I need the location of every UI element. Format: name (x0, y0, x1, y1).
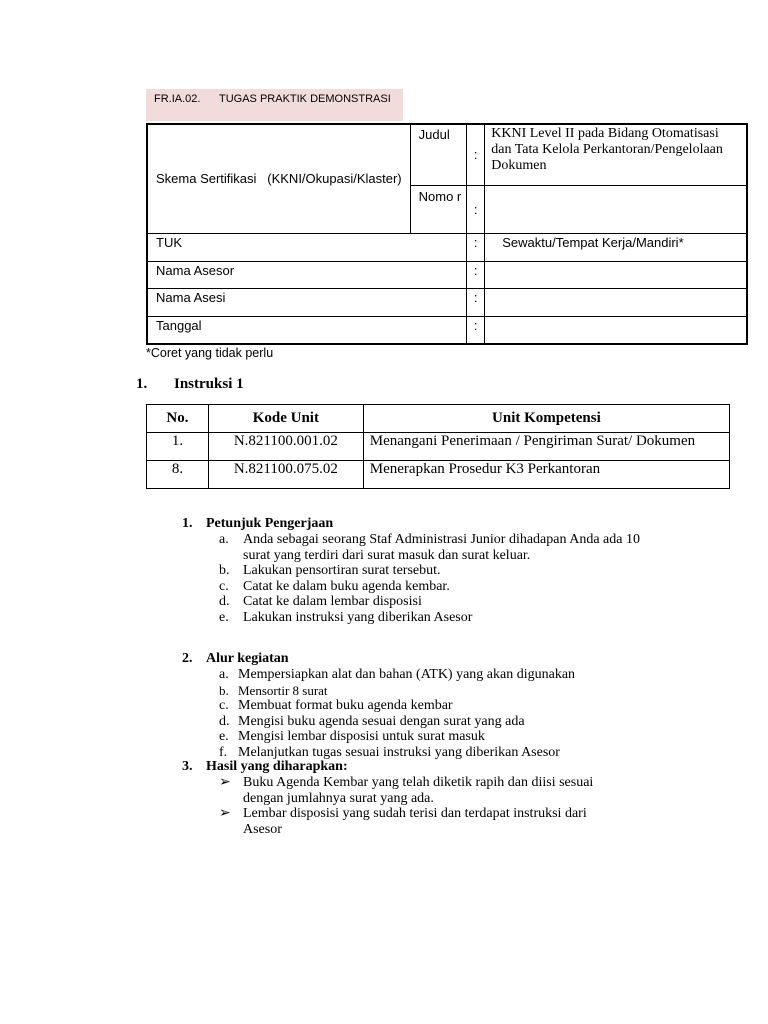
unit-no: 8. (147, 461, 209, 489)
hasil-list (219, 775, 662, 837)
colon: : (467, 185, 485, 233)
bullet-arrow-icon: ➢ (219, 775, 231, 790)
item-text: Mengisi buku agenda sesuai dengan surat yang ada (238, 713, 525, 729)
hasil-section (182, 759, 662, 837)
unit-kode: N.821100.075.02 (208, 461, 363, 489)
table-row (147, 433, 730, 461)
unit-kompetensi: Menerapkan Prosedur K3 Perkantoran (363, 461, 729, 489)
list-item (219, 667, 662, 683)
item-text: Melanjutkan tugas sesuai instruksi yang diberikan Asesor (238, 744, 560, 760)
item-label: b. (219, 682, 229, 698)
item-text: Buku Agenda Kembar yang telah diketik rapih dan diisi sesuai dengan jumlahnya surat yang ada. (243, 775, 594, 806)
item-label: c. (219, 578, 229, 594)
instruction-number: 1. (136, 376, 148, 392)
petunjuk-list (219, 532, 662, 625)
list-item (219, 532, 653, 563)
petunjuk-heading (182, 516, 662, 532)
asesor-label: Nama Asesor (147, 261, 467, 288)
judul-label: Judul (418, 127, 450, 142)
header-table (146, 123, 748, 345)
colon: : (467, 124, 485, 185)
item-label: a. (219, 667, 229, 682)
item-text: Lakukan instruksi yang diberikan Asesor (243, 609, 473, 625)
item-label: d. (219, 594, 230, 609)
item-text: Mengisi lembar disposisi untuk surat masuk (238, 729, 485, 744)
list-item (219, 775, 603, 806)
item-label: d. (219, 713, 230, 729)
item-text: Mempersiapkan alat dan bahan (ATK) yang akan digunakan (238, 667, 576, 682)
unit-header-kompetensi: Unit Kompetensi (363, 405, 729, 433)
colon: : (467, 261, 485, 288)
petunjuk-title: Petunjuk Pengerjaan (206, 516, 334, 531)
colon: : (467, 316, 485, 344)
item-label: e. (219, 609, 229, 625)
hasil-heading (182, 759, 662, 775)
list-item (219, 745, 662, 761)
tanggal-label: Tanggal (147, 316, 467, 344)
tuk-label: TUK (147, 233, 467, 261)
unit-no: 1. (147, 433, 209, 461)
alur-heading (182, 651, 662, 667)
list-item (219, 698, 662, 714)
list-item (219, 563, 662, 579)
asesi-value (485, 288, 747, 316)
unit-kode: N.821100.001.02 (208, 433, 363, 461)
item-label: b. (219, 563, 230, 578)
unit-table (146, 404, 730, 489)
hasil-title: Hasil yang diharapkan: (206, 759, 348, 774)
alur-section (182, 651, 662, 760)
list-item (219, 806, 603, 837)
form-code-banner (146, 89, 403, 121)
alur-title: Alur kegiatan (206, 651, 289, 666)
item-text: Mensortir 8 surat (238, 682, 328, 698)
item-text: Anda sebagai seorang Staf Administrasi Junior dihadapan Anda ada 10 surat yang terdiri dari surat masuk dan surat keluar. (243, 532, 640, 563)
item-text: Membuat format buku agenda kembar (238, 698, 453, 713)
form-code: FR.IA.02. (154, 93, 201, 105)
nomor-label-cell (410, 185, 466, 233)
unit-header-kode: Kode Unit (208, 405, 363, 433)
list-item (219, 610, 662, 626)
unit-kompetensi: Menangani Penerimaan / Pengiriman Surat/ Dokumen (363, 433, 729, 461)
tanggal-value (485, 316, 747, 344)
judul-label-cell (410, 124, 466, 185)
item-label: c. (219, 698, 229, 713)
item-text: Lakukan pensortiran surat tersebut. (243, 563, 441, 578)
table-row (147, 461, 730, 489)
form-name: TUGAS PRAKTIK DEMONSTRASI (219, 93, 391, 105)
unit-header-no: No. (147, 405, 209, 433)
list-item (219, 729, 662, 745)
alur-number: 2. (182, 651, 193, 666)
item-text: Lembar disposisi yang sudah terisi dan terdapat instruksi dari Asesor (243, 806, 587, 837)
hasil-number: 3. (182, 759, 193, 774)
list-item (219, 683, 662, 699)
asesi-label: Nama Asesi (147, 288, 467, 316)
nomor-label: Nomo r (418, 188, 462, 204)
item-label: f. (219, 744, 228, 760)
skema-label-cell (147, 124, 410, 233)
footnote: *Coret yang tidak perlu (146, 346, 274, 360)
item-label: e. (219, 729, 229, 744)
nomor-value (485, 185, 747, 233)
asesor-value (485, 261, 747, 288)
item-text: Catat ke dalam lembar disposisi (243, 594, 422, 609)
bullet-arrow-icon: ➢ (219, 806, 231, 821)
tuk-value: Sewaktu/Tempat Kerja/Mandiri* (485, 233, 747, 261)
alur-list (219, 667, 662, 760)
item-text: Catat ke dalam buku agenda kembar. (243, 578, 450, 594)
item-label: a. (219, 532, 229, 547)
instruction-title: Instruksi 1 (174, 376, 244, 392)
petunjuk-section (182, 516, 662, 625)
judul-value: KKNI Level II pada Bidang Otomatisasi dan Tata Kelola Perkantoran/Pengelolaan Dokumen (485, 124, 747, 185)
colon: : (467, 288, 485, 316)
skema-label: Skema Sertifikasi (KKNI/Okupasi/Klaster) (156, 171, 402, 187)
petunjuk-number: 1. (182, 516, 193, 531)
instruction-heading (136, 376, 244, 393)
list-item (219, 594, 662, 610)
colon: : (467, 233, 485, 261)
list-item (219, 714, 662, 730)
list-item (219, 579, 662, 595)
